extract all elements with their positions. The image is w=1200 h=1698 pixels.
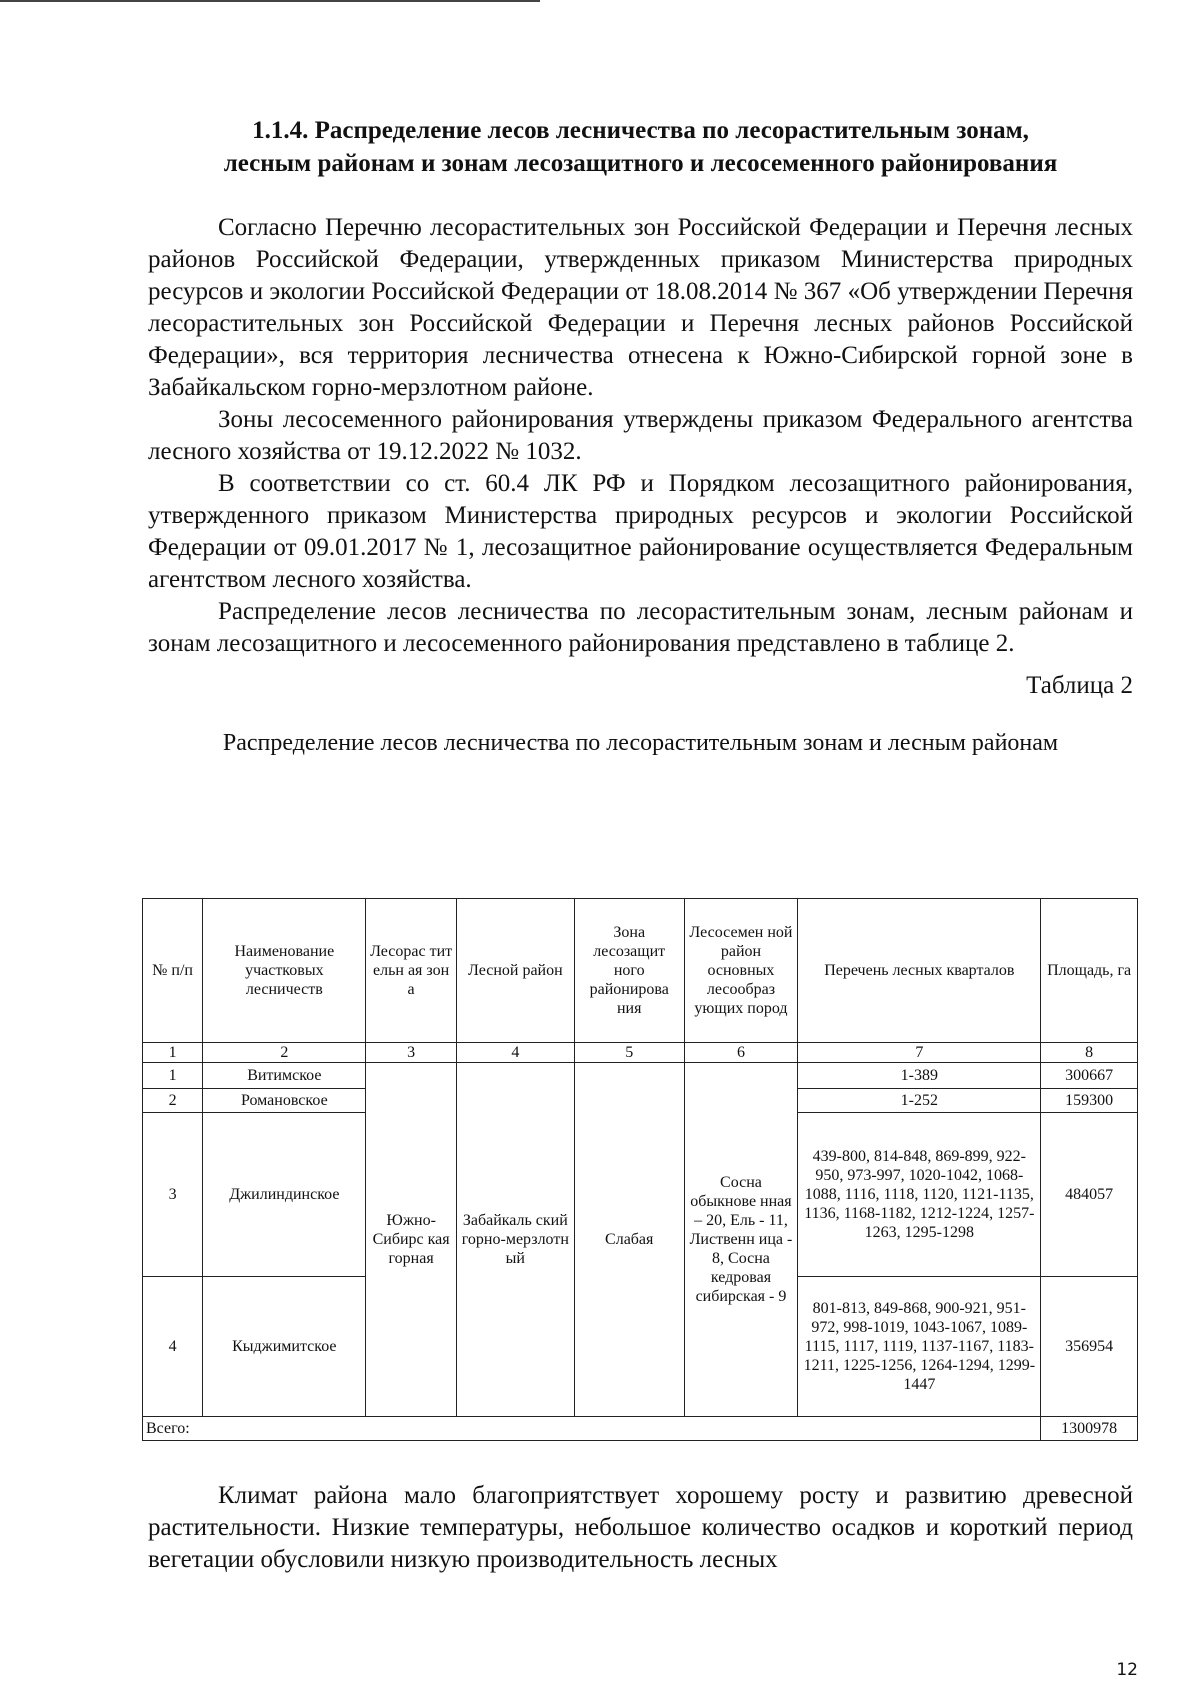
scan-top-line: [0, 0, 540, 2]
forestry-name: Витимское: [203, 1063, 366, 1089]
column-number: 6: [684, 1043, 798, 1063]
header-cell: Перечень лесных кварталов: [798, 899, 1041, 1043]
header-cell: Лесосемен ной район основных лесообраз ующих пород: [684, 899, 798, 1043]
protection-zone-cell: Слабая: [574, 1063, 684, 1417]
forest-distribution-table: [142, 898, 1138, 1441]
column-number: 1: [143, 1043, 203, 1063]
header-cell: Лесной район: [456, 899, 574, 1043]
column-number: 3: [366, 1043, 456, 1063]
heading-line-2: лесным районам и зонам лесозащитного и лесосеменного районирования: [223, 150, 1058, 177]
table-label: Таблица 2: [1026, 672, 1133, 699]
section-heading: [148, 114, 1133, 180]
forestry-name: Кыджимитское: [203, 1277, 366, 1417]
document-page: [148, 114, 1133, 759]
header-cell: Зона лесозащит ного районирова ния: [574, 899, 684, 1043]
page-number: 12: [1116, 1660, 1138, 1680]
row-number: 1: [143, 1063, 203, 1089]
total-label: Всего:: [143, 1417, 1041, 1441]
quarters-list: 801-813, 849-868, 900-921, 951-972, 998-1019, 1043-1067, 1089-1115, 1117, 1119, 1137-1167, 1183-1211, 1225-1256, 1264-1294, 1299-1447: [798, 1277, 1041, 1417]
row-number: 3: [143, 1113, 203, 1277]
paragraph-4: Распределение лесов лесничества по лесорастительным зонам, лесным районам и зонам лесозащитного и лесосеменного районирования представлено в таблице 2.: [148, 598, 1133, 657]
forest-zone-cell: Южно-Сибирс кая горная: [366, 1063, 456, 1417]
header-cell: Лесорас тительн ая зона: [366, 899, 456, 1043]
area-value: 356954: [1041, 1277, 1138, 1417]
seed-district-cell: Сосна обыкнове нная – 20, Ель - 11, Лиственн ица - 8, Сосна кедровая сибирская - 9: [684, 1063, 798, 1417]
heading-line-1: 1.1.4. Распределение лесов лесничества по лесорастительным зонам,: [252, 117, 1029, 144]
forestry-name: Романовское: [203, 1089, 366, 1113]
forestry-name: Джилиндинское: [203, 1113, 366, 1277]
header-cell: Площадь, га: [1041, 899, 1138, 1043]
area-value: 484057: [1041, 1113, 1138, 1277]
total-area: 1300978: [1041, 1417, 1138, 1441]
column-number: 5: [574, 1043, 684, 1063]
forest-district-cell: Забайкаль ский горно-мерзлотн ый: [456, 1063, 574, 1417]
paragraph-2: Зоны лесосеменного районирования утверждены приказом Федерального агентства лесного хозяйства от 19.12.2022 № 1032.: [148, 406, 1133, 465]
table-row: [143, 1063, 1138, 1089]
paragraph-1: Согласно Перечню лесорастительных зон Российской Федерации и Перечня лесных районов Российской Федерации, утвержденных приказом Министерства природных ресурсов и экологии Российской Федерации от 18.08.2014 № 367 «Об утверждении Перечня лесорастительных зон Российской Федерации и Перечня лесных районов Российской Федерации», вся территория лесничества отнесена к Южно-Сибирской горной зоне в Забайкальском горно-мерзлотном районе.: [148, 214, 1133, 401]
quarters-list: 1-389: [798, 1063, 1041, 1089]
total-row: [143, 1417, 1138, 1441]
paragraph-3: В соответствии со ст. 60.4 ЛК РФ и Порядком лесозащитного районирования, утвержденного приказом Министерства природных ресурсов и экологии Российской Федерации от 09.01.2017 № 1, лесозащитное районирование осуществляется Федеральным агентством лесного хозяйства.: [148, 470, 1133, 593]
column-number: 7: [798, 1043, 1041, 1063]
quarters-list: 439-800, 814-848, 869-899, 922-950, 973-997, 1020-1042, 1068-1088, 1116, 1118, 1120, 1121-1135, 1136, 1168-1182, 1212-1224, 1257-1263, 1295-1298: [798, 1113, 1041, 1277]
paragraph-5: Климат района мало благоприятствует хорошему росту и развитию древесной растительности. Низкие температуры, небольшое количество осадков и короткий период вегетации обусловили низкую производительность лесных: [148, 1482, 1133, 1573]
header-cell: № п/п: [143, 899, 203, 1043]
closing-text: [148, 1480, 1133, 1576]
column-number: 2: [203, 1043, 366, 1063]
column-number-row: [143, 1043, 1138, 1063]
area-value: 159300: [1041, 1089, 1138, 1113]
row-number: 2: [143, 1089, 203, 1113]
row-number: 4: [143, 1277, 203, 1417]
table-caption: Распределение лесов лесничества по лесорастительным зонам и лесным районам: [222, 730, 1059, 756]
table-header-row: [143, 899, 1138, 1043]
quarters-list: 1-252: [798, 1089, 1041, 1113]
header-cell: Наименование участковых лесничеств: [203, 899, 366, 1043]
column-number: 8: [1041, 1043, 1138, 1063]
column-number: 4: [456, 1043, 574, 1063]
area-value: 300667: [1041, 1063, 1138, 1089]
